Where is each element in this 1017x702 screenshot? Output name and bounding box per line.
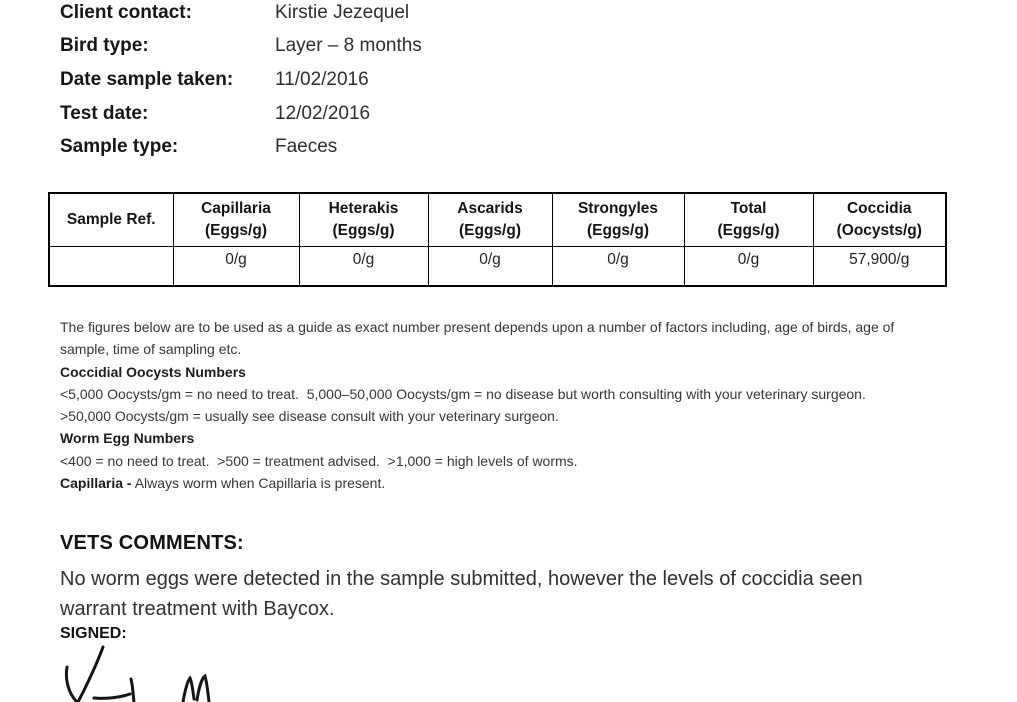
signature-stroke: [78, 647, 103, 702]
col-header-coccidia: [813, 193, 946, 246]
col-name: Ascarids: [457, 200, 523, 218]
capillaria-text: Always worm when Capillaria is present.: [131, 475, 386, 492]
col-name: Sample Ref.: [66, 210, 156, 228]
meta-row-date-sample-taken: [60, 63, 422, 97]
signature-stroke: [183, 678, 194, 702]
col-unit: (Eggs/g): [205, 221, 267, 239]
coccidial-guideline-1: <5,000 Oocysts/gm = no need to treat. 5,000–50,000 Oocysts/gm = no disease but worth consulting with your veterinary surgeon.: [60, 385, 866, 402]
col-header-heterakis: [299, 193, 428, 246]
meta-row-client-contact: [60, 0, 422, 30]
notes-intro: The figures below are to be used as a guide as exact number present depends upon a number of factors including, age of birds, age of sample, time of sampling etc.: [60, 319, 899, 358]
vets-comments-text: No worm eggs were detected in the sample submitted, however the levels of coccidia seen warrant treatment with Baycox.: [60, 568, 863, 620]
col-header-sample-ref: [49, 193, 173, 246]
coccidial-oocysts-heading: Coccidial Oocysts Numbers: [60, 363, 246, 380]
results-data-row: [49, 246, 946, 286]
signature-stroke: [94, 694, 130, 698]
col-header-ascarids: [428, 193, 552, 246]
col-name: Heterakis: [328, 200, 399, 218]
col-name: Total: [730, 200, 767, 218]
meta-value: 11/02/2016: [275, 68, 369, 90]
meta-label: Test date:: [60, 102, 149, 124]
cell-coccidia: 57,900/g: [813, 246, 946, 286]
meta-value: 12/02/2016: [275, 102, 371, 124]
cell-ascarids: 0/g: [428, 246, 552, 286]
guidance-notes: [60, 316, 932, 494]
col-name: Strongyles: [577, 200, 659, 218]
signature-stroke: [197, 676, 209, 702]
cell-capillaria: 0/g: [173, 246, 299, 286]
meta-value: Faeces: [275, 136, 338, 158]
coccidial-guideline-2: >50,000 Oocysts/gm = usually see disease consult with your veterinary surgeon.: [60, 408, 559, 425]
signed-label: SIGNED:: [60, 625, 127, 642]
col-unit: (Eggs/g): [587, 221, 649, 239]
signature-stroke: [66, 667, 77, 702]
meta-label: Date sample taken:: [60, 68, 234, 90]
cell-sample-ref: [49, 246, 173, 286]
worm-egg-heading: Worm Egg Numbers: [60, 430, 195, 447]
col-header-strongyles: [552, 193, 684, 246]
vets-comments-heading: VETS COMMENTS:: [60, 532, 244, 554]
signature-image: [56, 641, 226, 702]
col-unit: (Eggs/g): [459, 221, 521, 239]
signature-stroke: [131, 679, 134, 702]
cell-strongyles: 0/g: [552, 246, 684, 286]
col-name: Capillaria: [201, 200, 271, 218]
meta-row-test-date: [60, 97, 422, 131]
results-table: [48, 192, 947, 287]
results-header-row: [49, 193, 946, 246]
col-header-total: [684, 193, 813, 246]
worm-egg-guideline: <400 = no need to treat. >500 = treatment advised. >1,000 = high levels of worms.: [60, 452, 578, 469]
sample-meta: [60, 0, 422, 164]
meta-row-sample-type: [60, 130, 422, 164]
meta-value: Kirstie Jezequel: [275, 1, 410, 23]
col-header-capillaria: [173, 193, 299, 246]
col-unit: (Oocysts/g): [836, 221, 922, 239]
col-name: Coccidia: [846, 200, 912, 218]
meta-label: Sample type:: [60, 136, 179, 158]
cell-total: 0/g: [684, 246, 813, 286]
meta-value: Layer – 8 months: [275, 35, 422, 57]
meta-label: Client contact:: [60, 1, 192, 23]
cell-heterakis: 0/g: [299, 246, 428, 286]
meta-row-bird-type: [60, 30, 422, 64]
capillaria-guideline: [60, 472, 932, 494]
col-unit: (Eggs/g): [332, 221, 395, 239]
capillaria-label: Capillaria -: [60, 475, 132, 492]
col-unit: (Eggs/g): [717, 221, 780, 239]
meta-label: Bird type:: [60, 35, 149, 57]
